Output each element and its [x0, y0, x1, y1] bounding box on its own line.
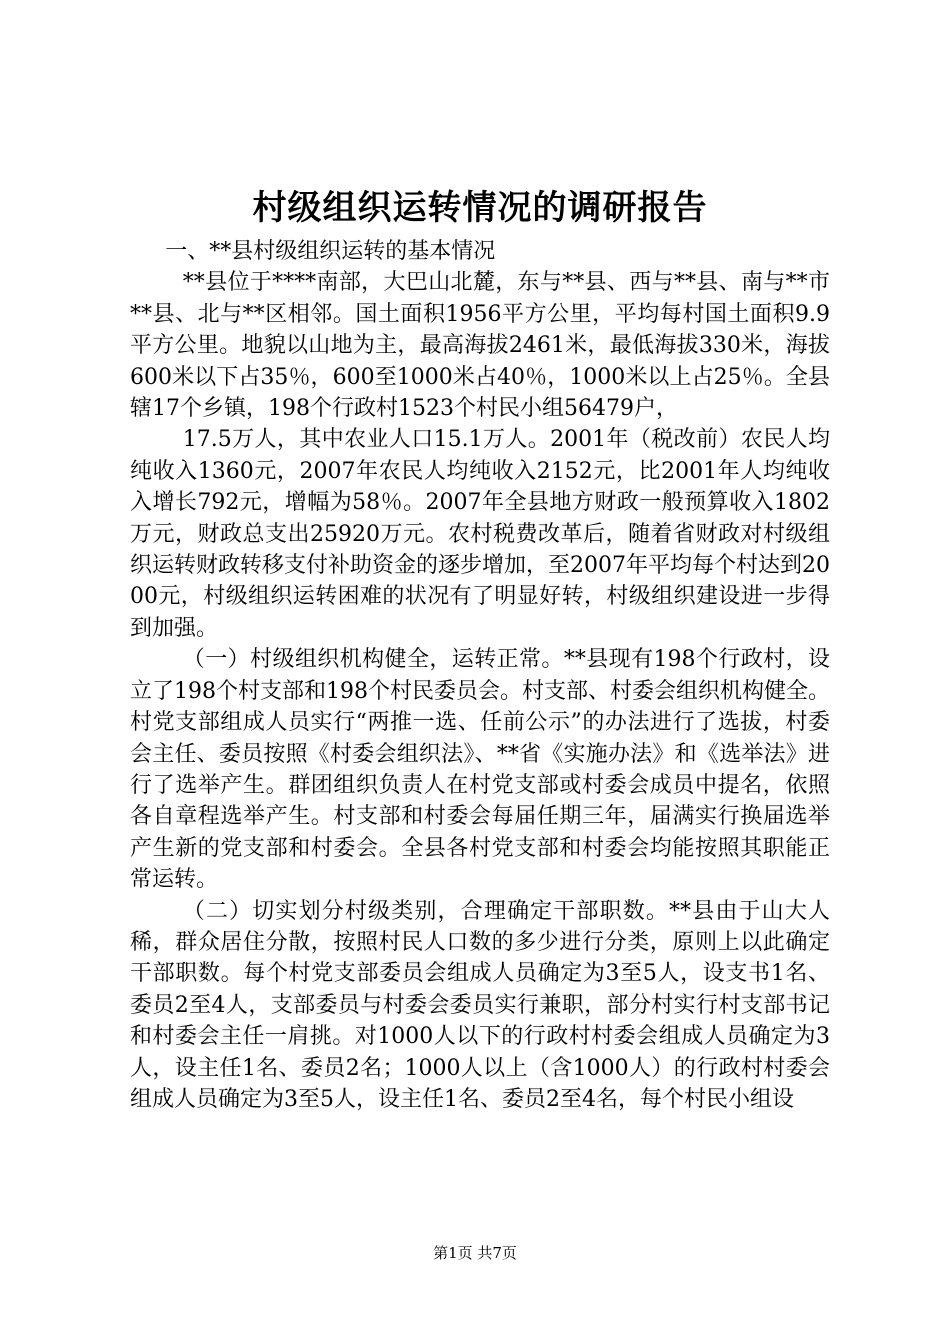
document-body [130, 236, 830, 1115]
paragraph: 17.5万人，其中农业人口15.1万人。2001年（税改前）农民人均纯收入1360元，2007年农民人均纯收入2152元，比2001年人均纯收入增长792元，增幅为58％。2007年全县地方财政一般预算收入1802万元，财政总支出25920万元。农村税费改革后，随着省财政对村级组织运转财政转移支付补助资金的逐步增加，至2007年平均每个村达到2000元，村级组织运转困难的状况有了明显好转，村级组织建设进一步得到加强。 [130, 427, 830, 641]
page-footer: 第1页 共7页 [433, 1244, 517, 1262]
document-title: 村级组织运转情况的调研报告 [252, 188, 708, 228]
section-heading: 一、**县村级组织运转的基本情况 [165, 239, 496, 264]
paragraph: （一）村级组织机构健全，运转正常。**县现有198个行政村，设立了198个村支部和198个村民委员会。村支部、村委会组织机构健全。村党支部组成人员实行“两推一选、任前公示”的办法进行了选拔，村委会主任、委员按照《村委会组织法》、**省《实施办法》和《选举法》进行了选举产生。群团组织负责人在村党支部或村委会成员中提名，依照各自章程选举产生。村支部和村委会每届任期三年，届满实行换届选举产生新的党支部和村委会。全县各村党支部和村委会均能按照其职能正常运转。 [130, 647, 830, 893]
paragraph: **县位于****南部，大巴山北麓，东与**县、西与**县、南与**市**县、北与**区相邻。国土面积1956平方公里，平均每村国土面积9.9平方公里。地貌以山地为主，最高海拔2461米，最低海拔330米，海拔600米以下占35％，600至1000米占40％，1000米以上占25％。全县辖17个乡镇，198个行政村1523个村民小组56479户， [130, 270, 830, 422]
paragraph: （二）切实划分村级类别，合理确定干部职数。**县由于山大人稀，群众居住分散，按照村民人口数的多少进行分类，原则上以此确定干部职数。每个村党支部委员会组成人员确定为3至5人，设支书1名、委员2至4人，支部委员与村委会委员实行兼职，部分村实行村支部书记和村委会主任一肩挑。对1000人以下的行政村村委会组成人员确定为3人，设主任1名、委员2名；1000人以上（含1000人）的行政村村委会组成人员确定为3至5人，设主任1名、委员2至4名，每个村民小组设 [130, 898, 830, 1112]
